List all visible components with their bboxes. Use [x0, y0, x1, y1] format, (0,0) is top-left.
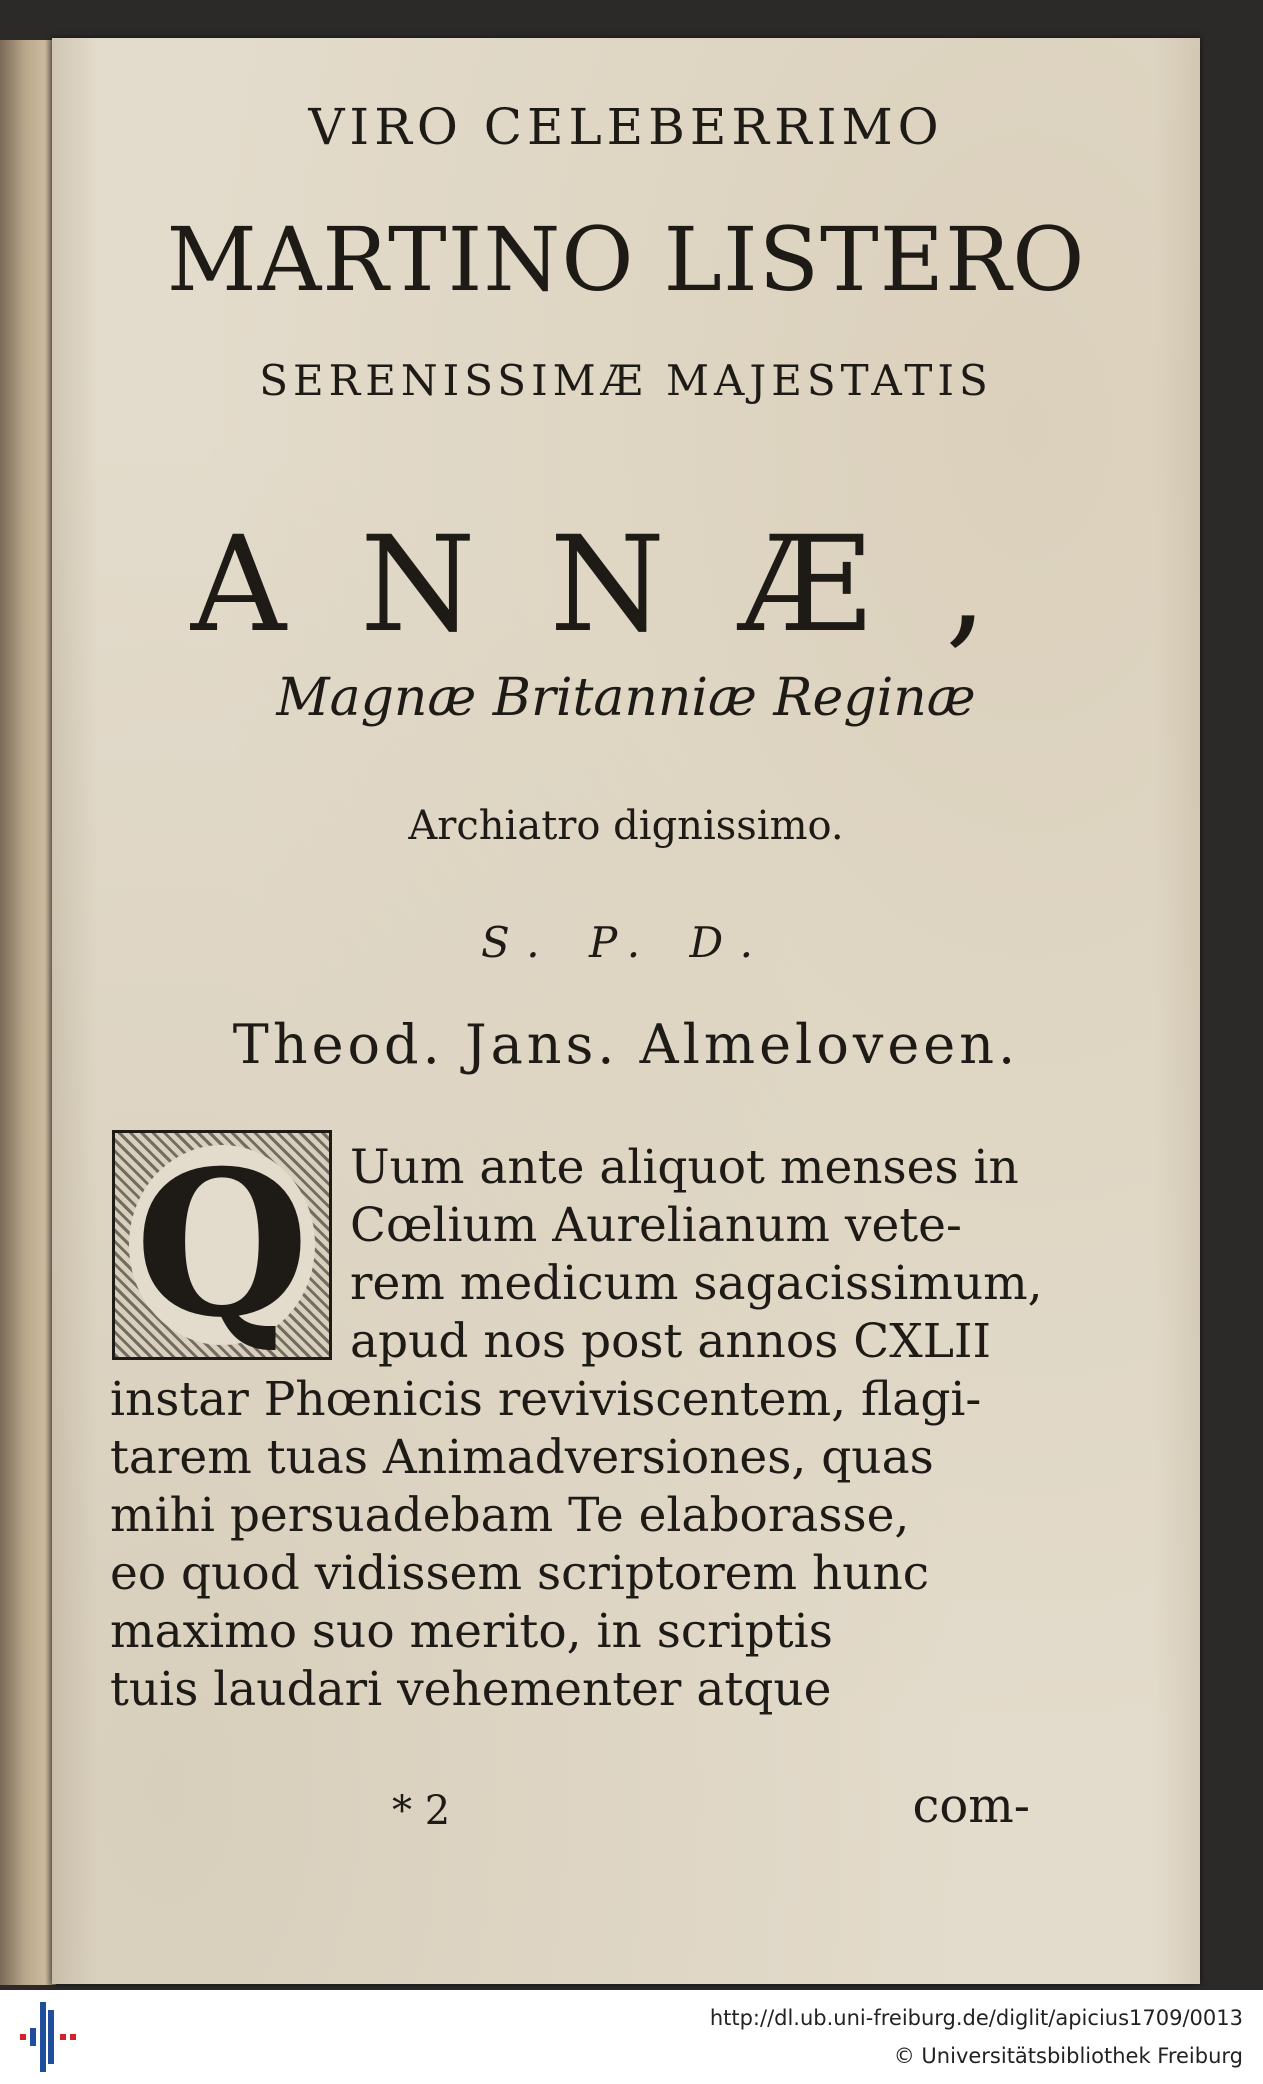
decorated-initial [112, 1127, 332, 1362]
heading-office: Archiatro dignissimo. [408, 803, 844, 849]
body-line: eo quod vidissem scriptorem hunc [110, 1546, 930, 1601]
initial-letter: Q [129, 1145, 315, 1345]
body-line: mihi persuadebam Te elaborasse, [110, 1488, 910, 1543]
body-line: instar Phœnicis reviviscentem, flagi- [110, 1372, 982, 1427]
heading-majesty: SERENISSIMÆ MAJESTATIS [259, 356, 993, 405]
previous-page-edge [0, 40, 56, 1985]
heading-name: MARTINO LISTERO [166, 208, 1086, 311]
book-page [52, 38, 1200, 1984]
copyright-notice: © Universitätsbibliothek Freiburg [893, 2044, 1243, 2068]
body-line: apud nos post annos CXLII [350, 1314, 992, 1369]
body-line: Uum ante aliquot menses in [350, 1140, 1019, 1195]
author-name: Theod. Jans. Almeloveen. [232, 1013, 1020, 1076]
catchword: com- [912, 1778, 1030, 1834]
heading-title-italic: Magnæ Britanniæ Reginæ [276, 668, 976, 728]
body-line: Cœlium Aurelianum vete- [350, 1198, 962, 1253]
heading-queen-name: ANNÆ, [190, 508, 1062, 662]
viewer-footer [0, 1990, 1263, 2084]
signature-mark: * 2 [392, 1788, 451, 1834]
body-line: maximo suo merito, in scriptis [110, 1604, 833, 1659]
permalink-url[interactable]: http://dl.ub.uni-freiburg.de/diglit/apicius1709/0013 [709, 2006, 1243, 2030]
salutation: S. P. D. [481, 918, 771, 967]
library-logo-icon [18, 2002, 78, 2072]
heading-dedication-line: VIRO CELEBERRIMO [308, 98, 944, 156]
body-line: rem medicum sagacissimum, [350, 1256, 1043, 1311]
body-line: tuis laudari vehementer atque [110, 1662, 832, 1717]
body-line: tarem tuas Animadversiones, quas [110, 1430, 934, 1485]
